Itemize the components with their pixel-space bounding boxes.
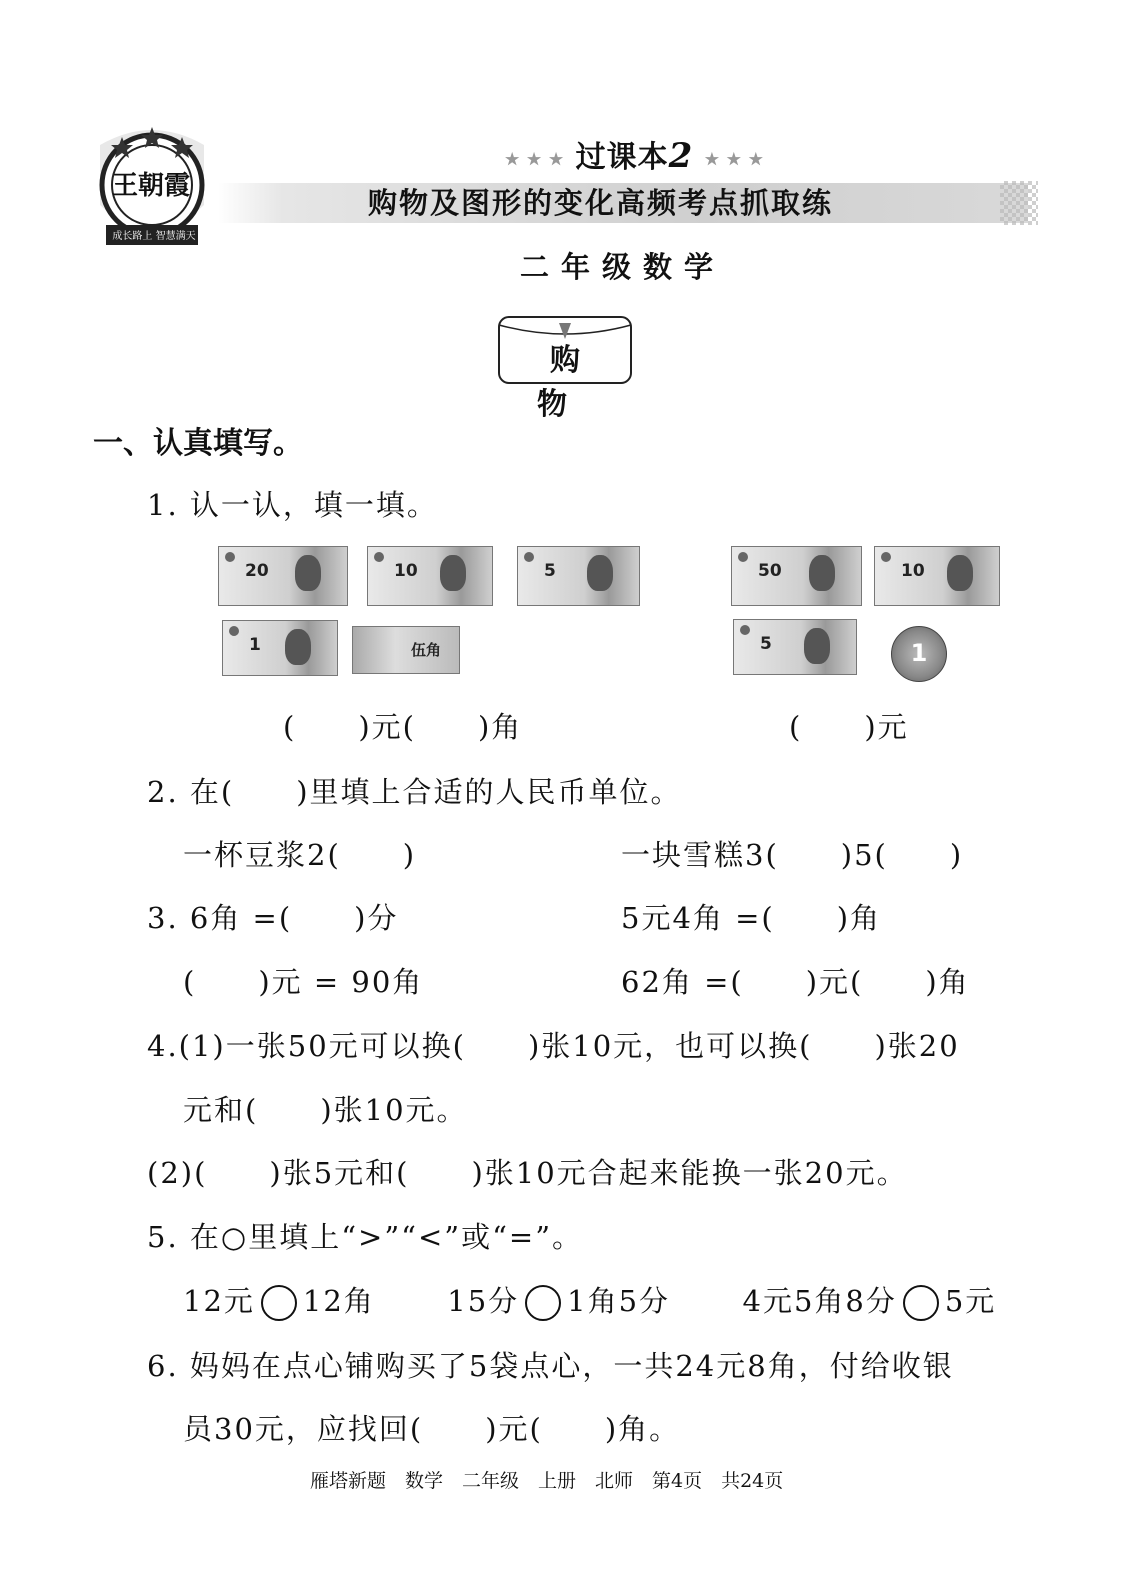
q1-answer-left[interactable]: ( )元( )角: [283, 710, 523, 744]
compare-circle[interactable]: [261, 1285, 297, 1321]
grade-subject: 二年级数学: [520, 250, 726, 284]
banknote-10: 10: [367, 546, 493, 606]
q4-line1[interactable]: 4.(1)一张50元可以换( )张10元，也可以换( )张20: [147, 1029, 960, 1063]
series-title: ★ ★ ★ 过课本2 ★ ★ ★: [505, 136, 764, 176]
banknote-5: 5: [517, 546, 640, 606]
q3-row1-right[interactable]: 5元4角 =( )角: [621, 901, 882, 935]
q3-row1-left[interactable]: 3. 6角 =( )分: [147, 901, 399, 935]
q5-text: 5. 在○里填上“>”“<”或“=”。: [147, 1220, 584, 1254]
star-icon: ★ ★ ★: [505, 149, 565, 169]
q3-row2-right[interactable]: 62角 =( )元( )角: [621, 965, 970, 999]
compare-circle[interactable]: [525, 1285, 561, 1321]
page-footer: 雁塔新题 数学 二年级 上册 北师 第4页 共24页: [310, 1470, 784, 1492]
q6-line2[interactable]: 员30元，应找回( )元( )角。: [183, 1412, 681, 1446]
q6-line1: 6. 妈妈在点心铺购买了5袋点心，一共24元8角，付给收银: [147, 1349, 954, 1383]
q1-text: 1. 认一认，填一填。: [147, 488, 438, 522]
section-title: 购物: [537, 343, 606, 422]
coin-1-yuan: 1: [891, 626, 947, 682]
q1-answer-right[interactable]: ( )元: [789, 710, 909, 744]
banknote-10: 10: [874, 546, 1000, 606]
banner-title: 购物及图形的变化高频考点抓取练: [368, 186, 834, 220]
q2-left[interactable]: 一杯豆浆2( ): [183, 838, 417, 872]
logo-slogan: 成长路上 智慧满天: [112, 231, 196, 242]
q4-line3[interactable]: (2)( )张5元和( )张10元合起来能换一张20元。: [147, 1156, 908, 1190]
part-heading: 一、认真填写。: [93, 426, 303, 461]
compare-circle[interactable]: [903, 1285, 939, 1321]
banner-checker-pattern: [1000, 181, 1038, 225]
logo-text: 王朝霞: [112, 171, 191, 201]
q2-text: 2. 在( )里填上合适的人民币单位。: [147, 775, 682, 809]
q5-comparisons: 12元 12角 15分 1角5分 4元5角8分 5元: [183, 1279, 996, 1321]
banknote-20: 20: [218, 546, 348, 606]
q2-right[interactable]: 一块雪糕3( )5( ): [621, 838, 964, 872]
star-icon: ★ ★ ★: [704, 149, 764, 169]
q3-row2-left[interactable]: ( )元 = 90角: [183, 965, 424, 999]
banknote-50: 50: [731, 546, 862, 606]
banknote-5: 5: [733, 619, 857, 675]
banknote-1: 1: [222, 620, 338, 676]
q4-line2[interactable]: 元和( )张10元。: [183, 1093, 468, 1127]
banknote-5-jiao: 伍角: [352, 626, 460, 674]
